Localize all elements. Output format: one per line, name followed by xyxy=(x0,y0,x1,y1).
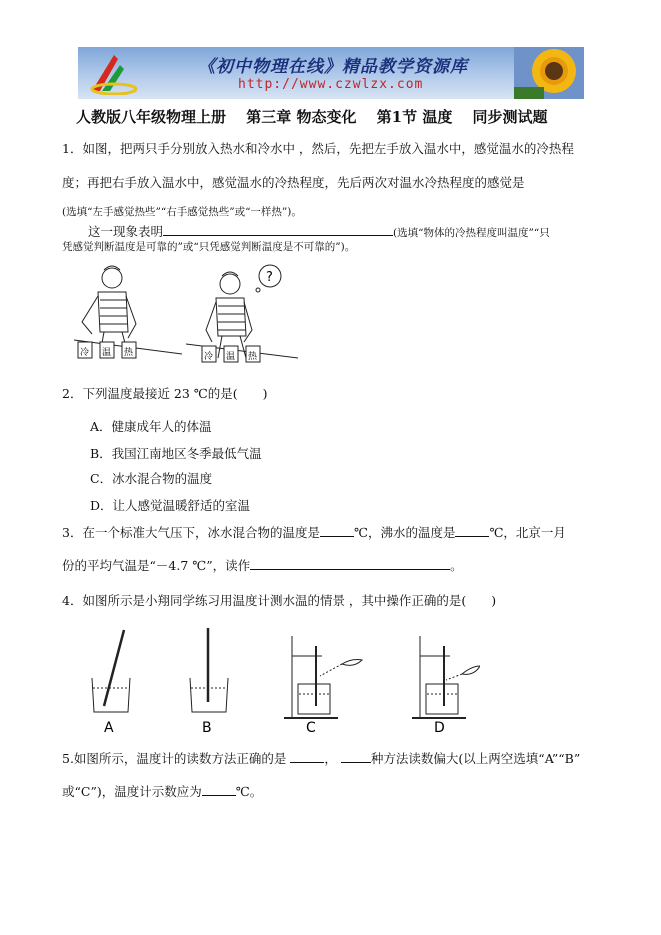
q3-blank-read-as[interactable] xyxy=(250,558,450,570)
q1-figure-hands-in-water xyxy=(70,262,298,370)
q2-stem: 2．下列温度最接近 23 ℃的是( ) xyxy=(62,386,268,401)
q4-stem: 4．如图所示是小翔同学练习用温度计测水温的情景 ，其中操作正确的是( ) xyxy=(62,593,497,608)
q4-label-a: A xyxy=(104,720,114,734)
q3-blank-boiling[interactable] xyxy=(455,525,489,537)
q1-line-1: 1．如图，把两只手分别放入热水和冷水中 ，然后，先把左手放入温水中，感觉温水的冷热程 xyxy=(62,141,574,156)
banner-title: 《初中物理在线》精品教学资源库 xyxy=(198,57,468,77)
thought-question-mark: ? xyxy=(266,270,273,285)
q4-figure-thermometer-options xyxy=(80,622,480,734)
q3-blank-ice-water[interactable] xyxy=(320,525,354,537)
sunflower-icon xyxy=(514,47,584,99)
cup-label-hot-1: 热 xyxy=(124,348,134,358)
cup-label-warm-2: 温 xyxy=(226,352,236,362)
q5-part-2: ， xyxy=(324,751,337,766)
q1-answer-blank[interactable] xyxy=(163,224,393,236)
document-title: 人教版八年级物理上册 第三章 物态变化 第1节 温度 同步测试题 xyxy=(76,108,548,126)
cup-label-cold-1: 冷 xyxy=(80,348,90,358)
q5-blank-reading[interactable] xyxy=(202,784,236,796)
site-logo-icon xyxy=(84,51,138,95)
q1-line-2: 度；再把右手放入温水中，感觉温水的冷热程度，先后两次对温水冷热程度的感觉是 xyxy=(62,175,525,190)
banner-url[interactable]: http://www.czwlzx.com xyxy=(238,77,424,92)
q1-line-4-prefix: 这一现象表明 xyxy=(88,224,164,239)
q5-line-2 xyxy=(62,784,262,799)
q5-line-1 xyxy=(62,751,580,766)
q4-label-b: B xyxy=(202,720,212,734)
q5-blank-correct-method[interactable] xyxy=(290,751,324,763)
q3-part-1: 3．在一个标准大气压下，冰水混合物的温度是 xyxy=(62,525,320,540)
q3-line-2-prefix: 份的平均气温是“－4.7 ℃”，读作 xyxy=(62,558,251,573)
q2-option-a[interactable]: A．健康成年人的体温 xyxy=(90,419,212,434)
q3-line-2 xyxy=(62,558,463,573)
q2-option-d[interactable]: D．让人感觉温暖舒适的室温 xyxy=(90,498,251,513)
q3-line-1 xyxy=(62,525,566,540)
q2-option-c[interactable]: C．冰水混合物的温度 xyxy=(90,471,213,486)
cup-label-warm-1: 温 xyxy=(102,348,112,358)
cup-label-hot-2: 热 xyxy=(248,352,258,362)
q5-line-2-suffix: ℃。 xyxy=(235,784,263,799)
q5-part-1: 5.如图所示，温度计的读数方法正确的是 xyxy=(62,751,287,766)
q1-line-3: (选填“左手感觉热些”“右手感觉热些”或“一样热”)。 xyxy=(62,206,302,218)
q1-line-4-suffix: (选填“物体的冷热程度叫温度”“只 xyxy=(393,227,550,239)
q1-line-5: 凭感觉判断温度是可靠的”或“只凭感觉判断温度是不可靠的”)。 xyxy=(62,241,356,253)
q3-part-3: ℃，北京一月 xyxy=(489,525,566,540)
header-banner xyxy=(78,47,584,99)
q4-label-c: C xyxy=(306,720,316,734)
q5-part-3: 种方法读数偏大(以上两空选填“A”“B” xyxy=(370,751,581,766)
q5-blank-high-reading[interactable] xyxy=(341,751,371,763)
q4-label-d: D xyxy=(434,720,445,734)
q5-line-2-prefix: 或“C”)，温度计示数应为 xyxy=(62,784,202,799)
q3-line-2-suffix: 。 xyxy=(450,558,463,573)
q2-option-b[interactable]: B．我国江南地区冬季最低气温 xyxy=(90,446,262,461)
q1-line-4 xyxy=(88,224,550,239)
q3-part-2: ℃，沸水的温度是 xyxy=(353,525,456,540)
cup-label-cold-2: 冷 xyxy=(204,352,214,362)
